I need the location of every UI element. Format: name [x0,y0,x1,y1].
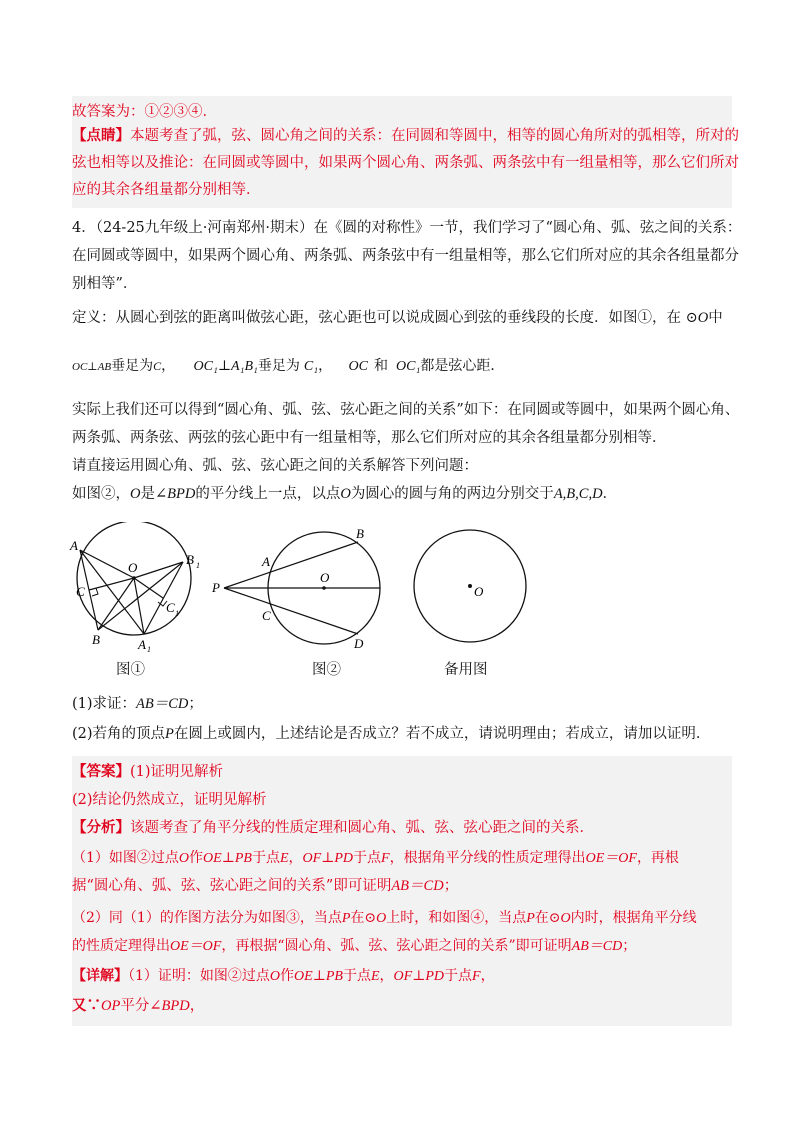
point-text-1: 本题考查了弧，弦、圆心角之间的关系：在同圆和等圆中，相等的圆心角所对的弧相等，所对的 [130,128,739,144]
answer-line-2: (2)结论仍然成立，证明见解析 [72,792,267,808]
problem-block [72,214,742,514]
questions-block [72,690,732,746]
definition-line: 定义：从圆心到弦的距离叫做弦心距，弦心距也可以说成圆心到弦的垂线段的长度．如图①，在 ⊙O中 [72,310,723,326]
prev-answer-line: 故答案为：①②③④． [72,104,217,120]
detail-line-2: 又∵OP平分∠BPD， [72,997,205,1014]
fig1-label-b1: B [186,552,194,567]
fig2-label-b: B [356,526,364,541]
circle-o-symbol: ⊙O [685,310,709,326]
analysis-step-1-line-2: 据“圆心角、弧、弦、弦心距之间的关系”即可证明AB＝CD； [72,878,459,894]
fig1-label-c: C [76,584,85,599]
problem-line-2: 在同圆或等圆中，如果两个圆心角、两条弧、两条弦中有一组量相等，那么它们所对应的其余各组量都分 [72,248,739,264]
analysis-line: 【分析】该题考查了角平分线的性质定理和圆心角、弧、弦、弦心距之间的关系． [72,819,594,836]
question-2: (2)若角的顶点P在圆上或圆内，上述结论是否成立？若不成立，请说明理由；若成立，请加以证明． [72,726,711,742]
fig2-label-o: O [320,570,330,585]
analysis-step-2-line-1: （2）同（1）的作图方法分为如图③，当点P在⊙O上时，和如图④，当点P在⊙O内时，根据角平分线 [72,910,697,926]
fig2-label-p: P [212,580,220,595]
prev-answer-block [72,96,739,208]
analysis-step-2-line-2: 的性质定理得出OE＝OF，再根据“圆心角、弧、弦、弦心距之间的关系”即可证明AB＝CD； [72,938,637,954]
figure-2-caption: 图② [312,662,341,678]
answer-line-1: 【答案】(1)证明见解析 [72,763,224,780]
instruction-line: 请直接运用圆心角、弧、弦、弦心距之间的关系解答下列问题： [72,458,478,474]
point-line-2: 弦也相等以及推论：在同圆或等圆中，如果两个圆心角、两条弧、两条弦中有一组量相等，那么它们所对 [72,155,739,171]
figure-1 [68,522,208,652]
analysis-step-1-line-1: （1）如图②过点O作OE⊥PB于点E，OF⊥PD于点F，根据角平分线的性质定理得出OE＝OF，再根 [72,850,679,866]
fig1-label-c1: C [166,600,175,615]
svg-text:1: 1 [147,645,151,652]
fig1-label-a1: A [138,637,146,652]
figure2-description: 如图②，O是∠BPD的平分线上一点，以点O为圆心的圆与角的两边分别交于A,B,C,D． [72,486,618,502]
definition-math-line: OC⊥AB垂足为C， OC₁⊥A₁B₁垂足为 C₁， OC 和 OC₁都是弦心距． [72,358,505,374]
fig1-label-o: O [128,560,138,575]
fig1-label-a: A [70,538,78,553]
fig2-label-a: A [262,554,270,569]
problem-line-3: 别相等”． [72,276,138,292]
figure-spare [408,524,532,648]
spare-figure-caption: 备用图 [444,662,488,678]
fig1-label-b: B [92,632,100,647]
point-line-3: 应的其余各组量都分别相等． [72,182,261,198]
figure-2 [206,520,396,656]
question-1: (1)求证：AB＝CD； [72,696,203,712]
figure-1-caption: 图① [116,662,145,678]
fig2-label-c: C [262,608,271,623]
svg-text:1: 1 [196,561,200,570]
fig2-label-d: D [354,636,364,651]
spare-label-o: O [474,584,484,599]
svg-text:1: 1 [175,609,179,618]
point-line-1 [72,126,739,146]
detail-line-1: 【详解】（1）证明：如图②过点O作OE⊥PB于点E，OF⊥PD于点F， [72,968,495,984]
relation-line-1: 实际上我们还可以得到“圆心角、弧、弦、弦心距之间的关系”如下：在同圆或等圆中，如果两个圆心角、 [72,402,740,418]
point-tag: 【点睛】 [72,127,130,144]
solution-block [72,756,732,1026]
relation-line-2: 两条弧、两条弦、两弦的弦心距中有一组量相等，那么它们所对应的其余各组量都分别相等． [72,430,667,446]
problem-line-1: 4．（24-25九年级上·河南郑州·期末）在《圆的对称性》一节，我们学习了“圆心角、弧、弦之间的关系： [72,220,742,236]
